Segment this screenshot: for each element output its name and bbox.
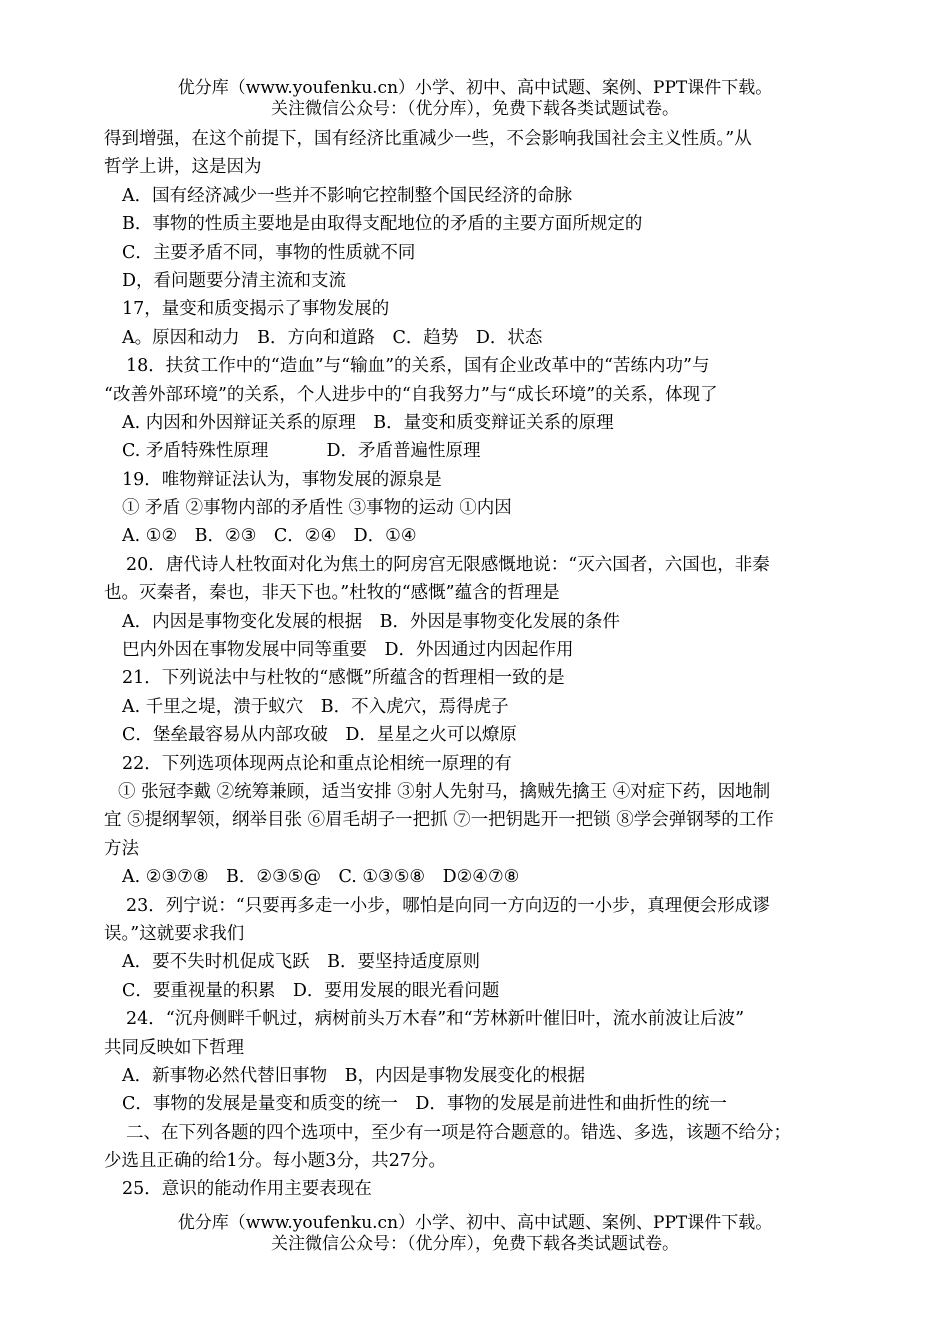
question-22: 22．下列选项体现两点论和重点论相统一原理的有 [122, 753, 512, 774]
header-line-2: 关注微信公众号：（优分库），免费下载各类试题试卷。 [271, 99, 679, 119]
text-line: 方法 [104, 838, 139, 859]
option-line: A. 千里之堤，溃于蚁穴 B．不入虎穴，焉得虎子 [122, 696, 509, 717]
option-line: A。原因和动力 B．方向和道路 C．趋势 D．状态 [122, 327, 543, 348]
text-line: 共同反映如下哲理 [104, 1037, 244, 1058]
question-23: 23．列宁说：“只要再多走一小步，哪怕是向同一方向迈的一小步，真理便会形成谬 [126, 895, 770, 916]
text-line: 哲学上讲，这是因为 [104, 157, 262, 178]
option-line: C．堡垒最容易从内部攻破 D．星星之火可以燎原 [122, 725, 517, 746]
option-line: ① 张冠李戴 ②统筹兼顾，适当安排 ③射人先射马，擒贼先擒王 ④对症下药，因地制 [118, 781, 771, 802]
option-line: A．内因是事物变化发展的根据 B．外因是事物变化发展的条件 [122, 611, 620, 632]
question-19: 19．唯物辩证法认为，事物发展的源泉是 [122, 469, 442, 490]
option-line: C．事物的发展是量变和质变的统一 D．事物的发展是前进性和曲折性的统一 [122, 1094, 727, 1115]
question-21: 21．下列说法中与杜牧的“感慨”所蕴含的哲理相一致的是 [122, 668, 565, 689]
option-line: C．主要矛盾不同，事物的性质就不同 [122, 242, 416, 263]
option-line: ① 矛盾 ②事物内部的矛盾性 ③事物的运动 ①内因 [122, 498, 512, 519]
text-line: 误。”这就要求我们 [104, 923, 245, 944]
question-18: 18．扶贫工作中的“造血”与“输血”的关系，国有企业改革中的“苦练内功”与 [126, 356, 710, 377]
section-heading: 二、在下列各题的四个选项中，至少有一项是符合题意的。错选、多选，该题不给分； [126, 1122, 791, 1143]
question-20: 20．唐代诗人杜牧面对化为焦土的阿房宫无限感慨地说：“灭六国者，六国也，非秦 [126, 554, 770, 575]
option-line: A．国有经济减少一些并不影响它控制整个国民经济的命脉 [122, 185, 573, 206]
option-line: A．新事物必然代替旧事物 B，内因是事物发展变化的根据 [122, 1065, 585, 1086]
question-17: 17，量变和质变揭示了事物发展的 [122, 299, 390, 320]
text-line: 也。灭秦者，秦也，非天下也。”杜牧的“感慨”蕴含的哲理是 [104, 583, 560, 604]
footer-line-2: 关注微信公众号：（优分库），免费下载各类试题试卷。 [271, 1234, 679, 1254]
option-line: 巴内外因在事物发展中同等重要 D．外因通过内因起作用 [122, 640, 574, 661]
question-24: 24．“沉舟侧畔千帆过，病树前头万木春”和“芳林新叶催旧叶，流水前波让后波” [126, 1009, 745, 1030]
option-line: A. ②③⑦⑧ B．②③⑤@ C. ①③⑤⑧ D②④⑦⑧ [122, 867, 520, 888]
option-line: C．要重视量的积累 D．要用发展的眼光看问题 [122, 980, 500, 1001]
text-line: 少选且正确的给1分。每小题3分，共27分。 [104, 1151, 447, 1172]
page-header [0, 78, 950, 120]
question-25: 25．意识的能动作用主要表现在 [122, 1179, 372, 1200]
header-line-1: 优分库（www.youfenku.cn）小学、初中、高中试题、案例、PPT课件下载。 [177, 78, 773, 98]
text-line: 得到增强，在这个前提下，国有经济比重减少一些，不会影响我国社会主义性质。”从 [104, 129, 752, 149]
option-line: C. 矛盾特殊性原理 D．矛盾普遍性原理 [122, 441, 481, 462]
option-line: A．要不失时机促成飞跃 B．要坚持适度原则 [122, 952, 480, 973]
page-footer [0, 1213, 950, 1255]
text-line: 宜 ⑤提纲挈领，纲举目张 ⑥眉毛胡子一把抓 ⑦一把钥匙开一把锁 ⑧学会弹钢琴的工作 [104, 810, 774, 831]
option-line: B．事物的性质主要地是由取得支配地位的矛盾的主要方面所规定的 [122, 214, 643, 235]
option-line: A. ①② B．②③ C．②④ D．①④ [122, 526, 417, 547]
option-line: D，看问题要分清主流和支流 [122, 270, 347, 291]
footer-line-1: 优分库（www.youfenku.cn）小学、初中、高中试题、案例、PPT课件下载。 [177, 1213, 773, 1233]
option-line: A. 内因和外因辩证关系的原理 B．量变和质变辩证关系的原理 [122, 412, 614, 433]
text-line: “改善外部环境”的关系，个人进步中的“自我努力”与“成长环境”的关系，体现了 [104, 384, 718, 405]
document-body [104, 125, 854, 1204]
